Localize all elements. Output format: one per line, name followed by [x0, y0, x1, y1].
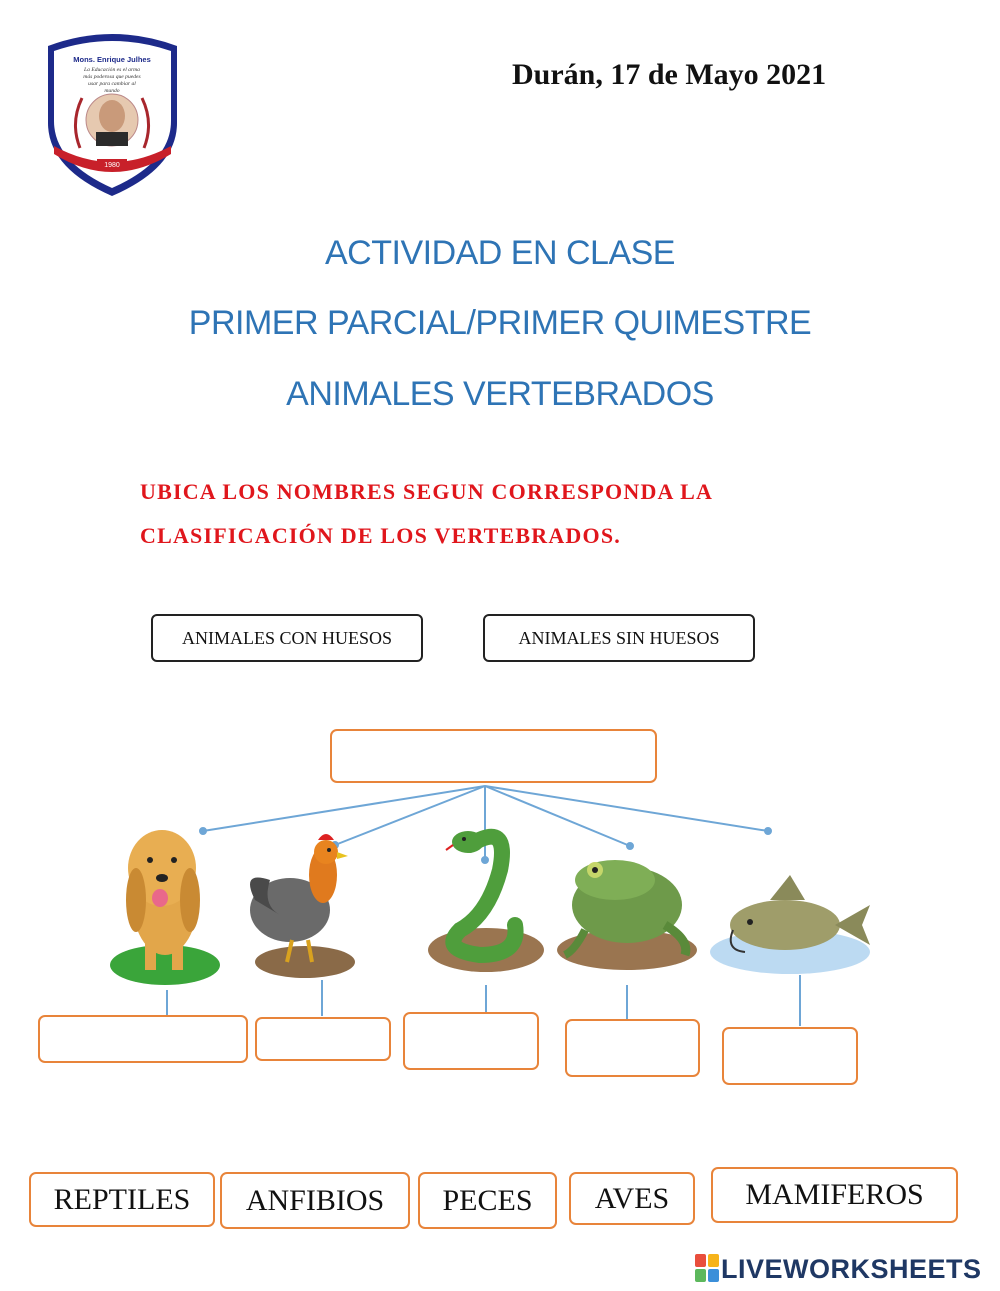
answer-box-rooster[interactable] [255, 1017, 391, 1061]
word-mamiferos[interactable]: MAMIFEROS [711, 1167, 958, 1223]
svg-text:mundo: mundo [104, 88, 120, 94]
date-text: Durán, 17 de Mayo 2021 [512, 58, 827, 91]
word-anfibios[interactable]: ANFIBIOS [220, 1172, 410, 1229]
answer-box-top[interactable] [330, 729, 657, 783]
answer-box-frog[interactable] [565, 1019, 700, 1077]
school-logo [40, 28, 185, 198]
svg-text:La Educación es el arma: La Educación es el arma [84, 67, 140, 73]
svg-text:Mons. Enrique Julhes: Mons. Enrique Julhes [73, 55, 151, 64]
category-with-bones[interactable]: ANIMALES CON HUESOS [151, 614, 423, 662]
instruction-line-2: CLASIFICACIÓN DE LOS VERTEBRADOS. [140, 523, 621, 548]
svg-text:Unidad Educativa: Unidad Educativa [80, 45, 144, 54]
word-aves[interactable]: AVES [569, 1172, 695, 1225]
answer-box-snake[interactable] [403, 1012, 539, 1070]
liveworksheets-icon [695, 1254, 721, 1284]
dog-image [110, 830, 220, 985]
answer-box-fish[interactable] [722, 1027, 858, 1085]
rooster-image [250, 834, 355, 978]
instruction-line-1: UBICA LOS NOMBRES SEGUN CORRESPONDA LA [140, 479, 714, 504]
word-reptiles[interactable]: REPTILES [29, 1172, 215, 1227]
category-without-bones[interactable]: ANIMALES SIN HUESOS [483, 614, 755, 662]
svg-text:1980: 1980 [104, 162, 120, 169]
liveworksheets-logo [695, 1252, 982, 1286]
title-line-1: ACTIVIDAD EN CLASE [325, 234, 675, 272]
fish-image [710, 875, 870, 974]
frog-image [557, 860, 697, 970]
title-line-3: ANIMALES VERTEBRADOS [286, 375, 714, 413]
svg-text:usar para cambiar al: usar para cambiar al [88, 81, 136, 87]
svg-text:más poderosa que puedes: más poderosa que puedes [83, 74, 141, 80]
liveworksheets-text: LIVEWORKSHEETS [721, 1253, 982, 1284]
answer-box-dog[interactable] [38, 1015, 248, 1063]
title-line-2: PRIMER PARCIAL/PRIMER QUIMESTRE [188, 304, 812, 342]
word-peces[interactable]: PECES [418, 1172, 557, 1229]
